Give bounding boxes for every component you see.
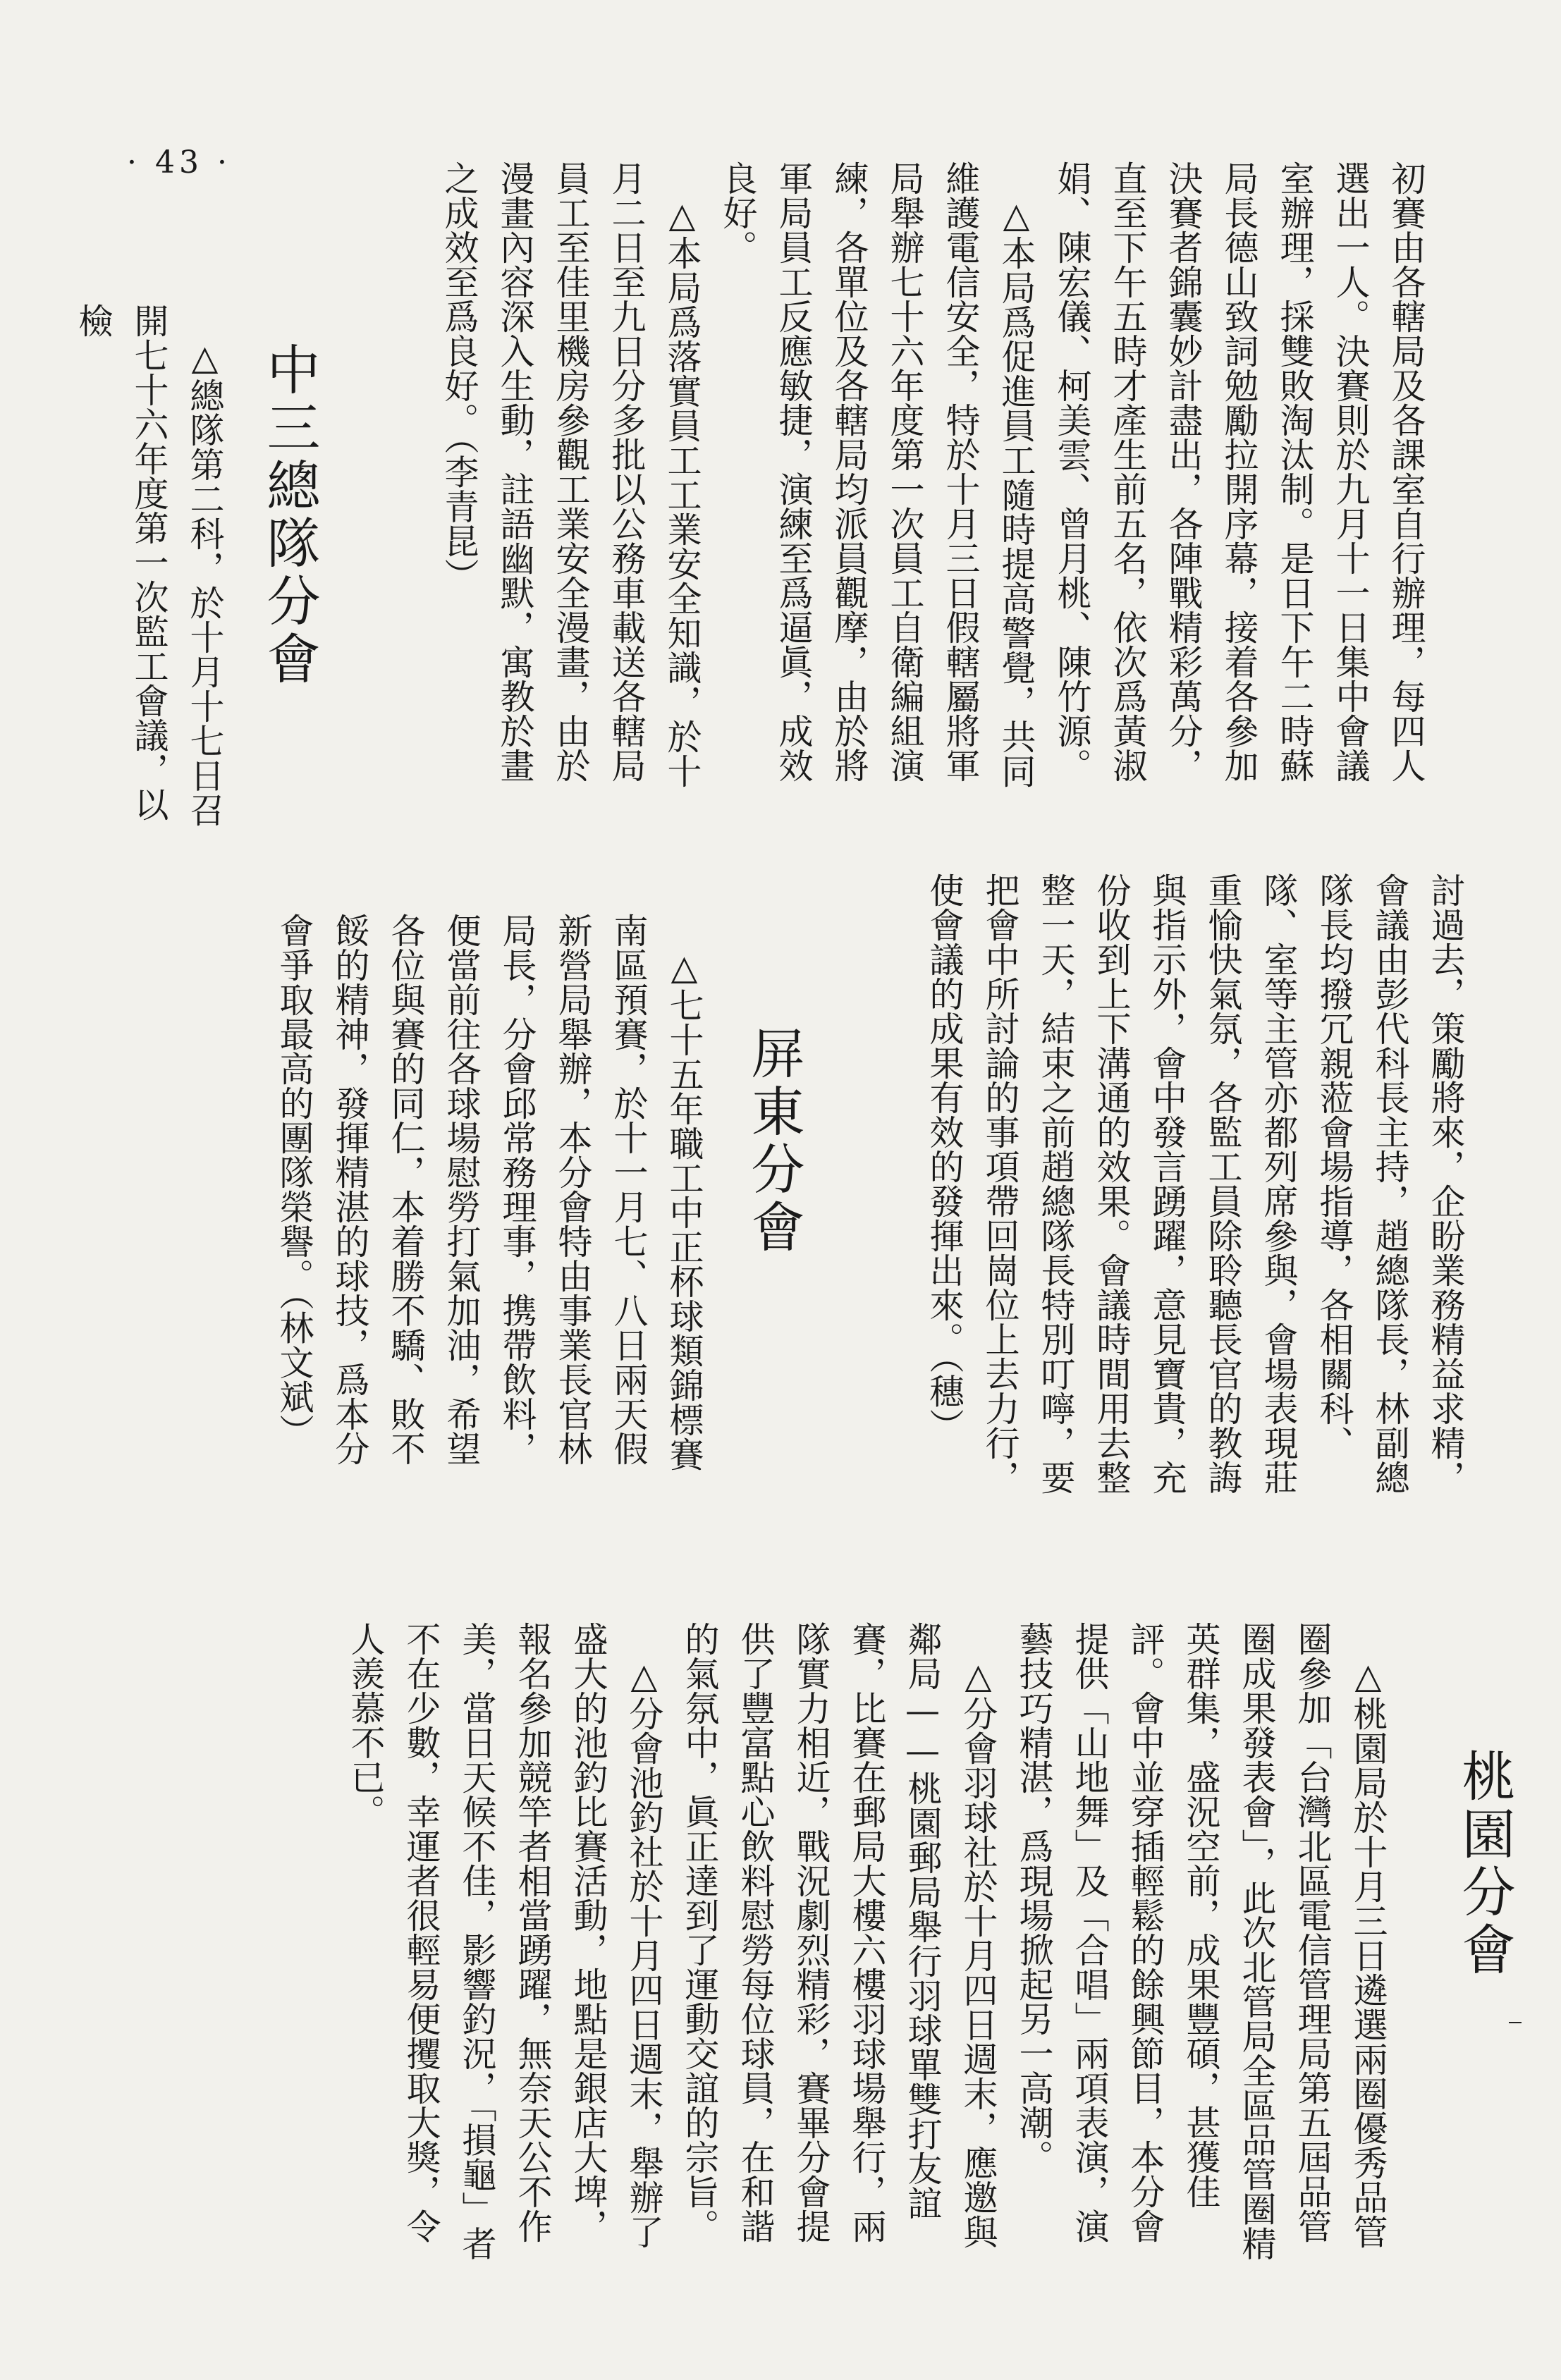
middle-block-text-left [127,913,712,1477]
section-heading-zhongsan: 中三總隊分會 [258,342,321,689]
middle-block-text-right [853,873,1474,1521]
paragraph: 討過去，策勵將來，企盼業務精益求精，會議由彭代科長主持，趙總隊長，林副總隊長均撥冗親蒞會場指導，各相關科、隊、室等主管亦都列席參與，會場表現莊重愉快氣氛，各監工員除聆聽長官的教誨與指示外，會中發言踴躍，意見寶貴，充份收到上下溝通的效果。會議時間用去整整一天，結束之前趙總隊長特別叮嚀，要把會中所討論的事項帶回崗位上去力行，使會議的成果有效的發揮出來。（穗） [924,873,1466,1495]
paragraph: △分會池釣社於十月四日週末，舉辦了盛大的池釣比賽活動，地點是銀店大埤，報名參加競竿者相當踴躍，無奈天公不作美，當日天候不佳，影響釣況，「損龜」者不在少數，幸運者很輕易便攫取大獎，令人羨慕不已。 [345,1621,664,2261]
bottom-block-text [155,1621,1396,2270]
paragraph: △本局爲落實員工工業安全知識，於十月二日至九日分多批以公務車載送各轄局員工至佳里機房參觀工業安全漫畫，由於漫畫內容深入生動，註語幽默，寓教於畫之成效至爲良好。（李青昆） [439,161,702,788]
paragraph: △總隊第二科，於十月十七日召開七十六年度第一次監工會議，以檢 [73,303,225,827]
paragraph: △桃園局於十月三日遴選兩圈優秀品管圈參加「台灣北區電信管理局第五屆品管圈成果發表會」，此次北管局全區品管圈精英群集，盛況空前，成果豐碩，甚獲佳評。會中並穿插輕鬆的餘興節目，本分會提供「山地舞」及「合唱」兩項表演，演藝技巧精湛，爲現場掀起另一高潮。 [1014,1621,1388,2261]
paragraph: 初賽由各轄局及各課室自行辦理，每四人選出一人。決賽則於九月十一日集中會議室辦理，採雙敗淘汰制。是日下午二時蘇局長德山致詞勉勵拉開序幕，接着各參加決賽者錦囊妙計盡出，各陣戰精彩萬分，直至下午五時才產生前五名，依次爲黃淑娟、陳宏儀、柯美雲、曾月桃、陳竹源。 [1052,161,1426,783]
section-heading-pingtung: 屏東分會 [742,1026,805,1257]
paragraph: △七十五年職工中正杯球類錦標賽南區預賽，於十一月七、八日兩天假新營局舉辦，本分會特由事業長官林局長，分會邱常務理事，携帶飲料，便當前往各球場慰勞打氣加油，希望各位與賽的同仁，本着勝不驕、敗不餒的精神，發揮精湛的球技，爲本分會爭取最高的團隊榮譽。（林文斌） [274,913,704,1471]
section-heading-taoyuan: 桃園分會 [1453,1748,1516,1980]
paragraph: △本局爲促進員工隨時提高警覺，共同維護電信安全，特於十月三日假轄屬將軍局舉辦七十六年度第一次員工自衛編組演練，各單位及各轄局均派員觀摩，由於將軍局員工反應敏捷，演練至爲逼眞，成效良好。 [718,161,1036,788]
paragraph: △分會羽球社於十月四日週末，應邀與鄰局——桃園郵局舉行羽球單雙打友誼賽，比賽在郵局大樓六樓羽球場舉行，兩隊實力相近，戰況劇烈精彩，賽畢分會提供了豐富點心飲料慰勞每位球員，在和諧的氣氛中，眞正達到了運動交誼的宗旨。 [680,1621,998,2249]
page-number: · 43 · [127,145,231,180]
top-block-text-left [73,303,233,839]
heading-rule [1509,2022,1522,2023]
top-block-text [439,161,1434,802]
